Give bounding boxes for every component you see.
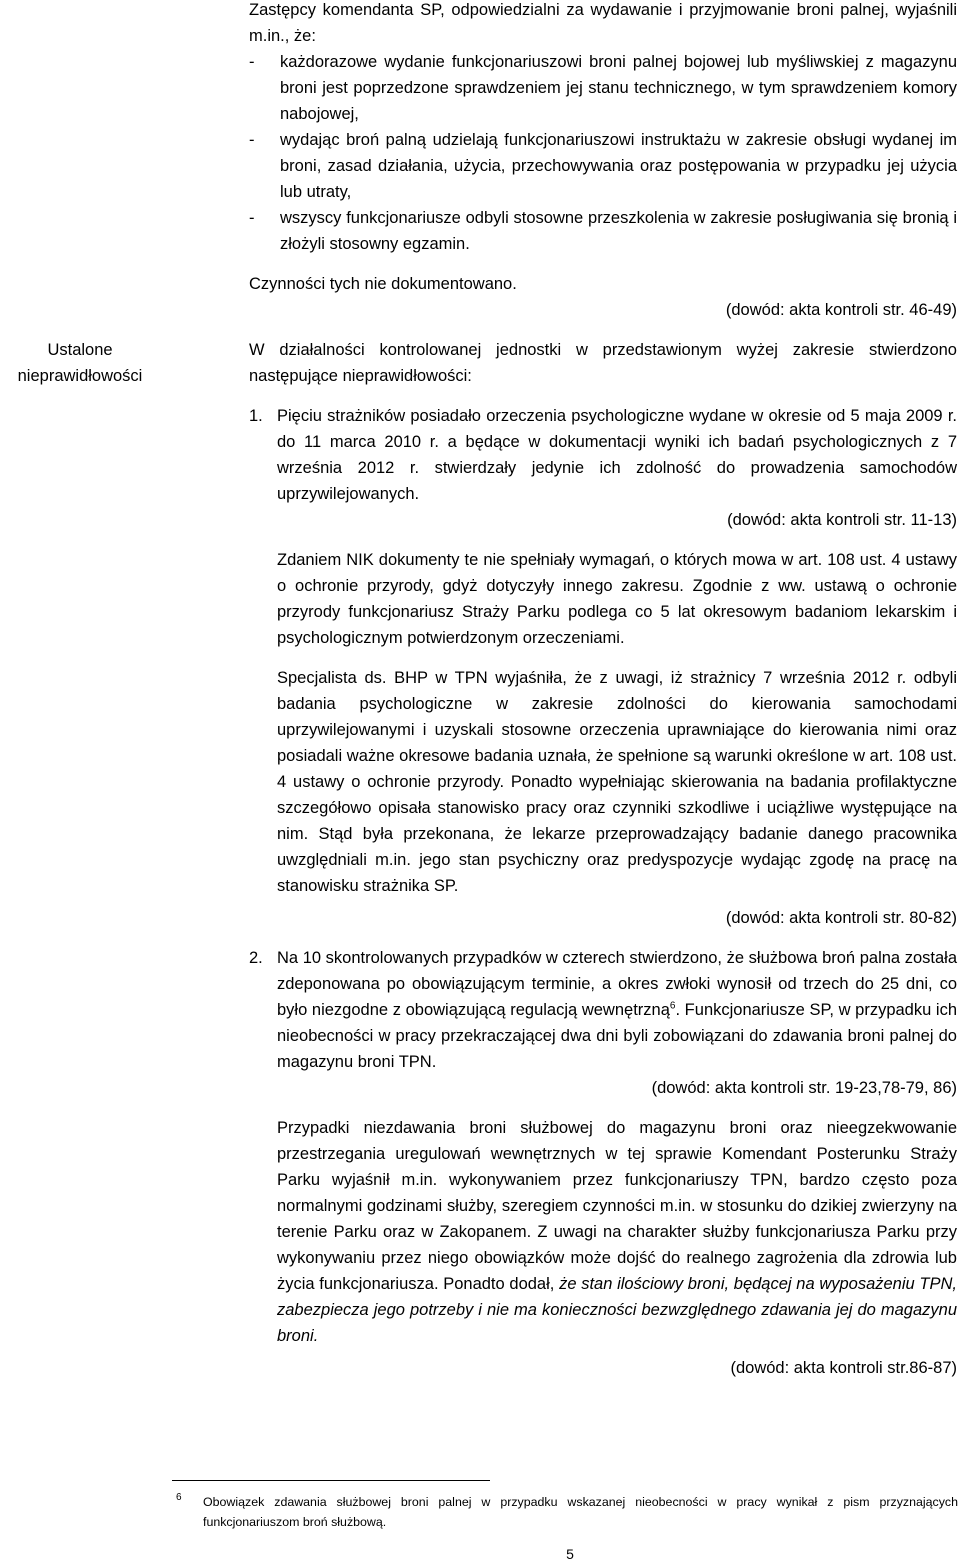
side-label-irregularities: Ustalone nieprawidłowości (17, 341, 143, 385)
intro-paragraph: Zastępcy komendanta SP, odpowiedzialni za wydawanie i przyjmowanie broni palnej, wyjaśnili m.in., że: (249, 1, 957, 45)
finding-text: Pięciu strażników posiadało orzeczenia psychologiczne wydane w okresie od 5 maja 2009 r. do 11 marca 2010 r. a będące w dokumentacji wyniki ich badań psychologicznych z 7 września 2012 r. stwierdzały jedynie ich zdolność do prowadzenia samochodów uprzywilejowanych. (277, 407, 957, 503)
footnote-text: Obowiązek zdawania służbowej broni palnej w przypadku wskazanej nieobecności w pracy wynikał z pism przyznających funkcjonariuszom broń służbową. (203, 1495, 958, 1529)
dash-item (249, 49, 957, 127)
explanation-text: Przypadki niezdawania broni służbowej do magazynu broni oraz nieegzekwowanie przestrzegania uregulowań wewnętrznych w tej sprawie Komendant Posterunku Straży Parku wyjaśnił m.in. wykonywaniem przez funkcjonariuszy TPN, bardzo często poza normalnymi godzinami służby, szeregiem czynności m.in. w stosunku do dzikiej zwierzyny na terenie Parku oraz w Zakopanem. Z uwagi na charakter służby funkcjonariusza Parku przy wykonywaniu przez niego obowiązków może dojść do realnego zagrożenia dla zdrowia lub życia funkcjonariusza. Ponadto dodał, (277, 1119, 957, 1293)
dash-item (249, 205, 957, 257)
finding-text-part: . Funkcjonariusze SP, w przypadku ich nieobecności w pracy przekraczającej dwa dni byli zobowiązani do zdawania broni palnej do magazynu broni TPN. (277, 1001, 958, 1071)
evidence-reference: (dowód: akta kontroli str. 11-13) (727, 511, 957, 529)
page-number: 5 (566, 1546, 574, 1562)
bhp-explanation: Specjalista ds. BHP w TPN wyjaśniła, że z uwagi, iż strażnicy 7 września 2012 r. odbyli badania psychologiczne w zakresie zdolności do kierowania samochodami uprzywilejowanymi i uzyskali stosowne orzeczenia uprawniające do kierowania nimi oraz posiadali ważne okresowe badania uznała, że spełnione są warunki określone w art. 108 ust. 4 ustawy o ochronie przyrody. Ponadto wypełniając skierowania na badania profilaktyczne szczegółowo opisała stanowisko pracy oraz czynniki szkodliwe i uciążliwe występujące na nim. Stąd była przekonana, że lekarze przeprowadzający badanie danego pracownika uwzględniali m.in. jego stan psychiczny oraz predyspozycje wydając zgodę na pracę na stanowisku strażnika SP. (277, 669, 957, 895)
commander-quote: że stan ilościowy broni, będącej na wyposażeniu TPN, zabezpiecza jego potrzeby i nie ma konieczności bezwzględnego zdawania jej do magazynu broni. (277, 1275, 957, 1345)
finding-item-1 (249, 403, 957, 931)
footnote-number: 6 (176, 1492, 182, 1503)
not-documented-note: Czynności tych nie dokumentowano. (249, 275, 517, 293)
dash-item-text: wszyscy funkcjonariusze odbyli stosowne przeszkolenia w zakresie posługiwania się bronią i złożyli stosowny egzamin. (280, 209, 957, 253)
finding-text-part: Na 10 skontrolowanych przypadków w czterech stwierdzono, że służbowa broń palna została zdeponowana po obowiązującym terminie, a okres zwłoki wynosił od trzech do 25 dni, co było niezgodne z obowiązującą regulacją wewnętrzną (277, 949, 957, 1019)
commander-explanation (277, 1115, 957, 1349)
finding-item-2 (249, 945, 957, 1381)
dash-bullet: - (249, 53, 255, 71)
evidence-reference: (dowód: akta kontroli str. 19-23,78-79, 86) (651, 1079, 957, 1097)
nik-opinion: Zdaniem NIK dokumenty te nie spełniały wymagań, o których mowa w art. 108 ust. 4 ustawy o ochronie przyrody, gdyż dotyczyły innego zakresu. Zgodnie z ww. ustawą o ochronie przyrody funkcjonariusz Straży Parku podlega co 5 lat okresowym badaniom lekarskim i psychologicznym potwierdzonym orzeczeniami. (277, 551, 957, 647)
dash-bullet: - (249, 131, 255, 149)
evidence-reference: (dowód: akta kontroli str.86-87) (730, 1359, 957, 1377)
dash-item (249, 127, 957, 205)
dash-bullet: - (249, 209, 255, 227)
dash-item-text: każdorazowe wydanie funkcjonariuszowi broni palnej bojowej lub myśliwskiej z magazynu broni jest poprzedzone sprawdzeniem jej stanu technicznego, w tym sprawdzeniem komory nabojowej, (280, 53, 957, 123)
evidence-reference: (dowód: akta kontroli str. 80-82) (725, 909, 957, 927)
finding-number: 2. (249, 949, 263, 967)
footnote-reference[interactable]: 6 (669, 1000, 676, 1012)
findings-intro: W działalności kontrolowanej jednostki w przedstawionym wyżej zakresie stwierdzono następujące nieprawidłowości: (249, 341, 957, 385)
footnote-separator (172, 1480, 490, 1481)
dash-item-text: wydając broń palną udzielają funkcjonariuszowi instruktażu w zakresie obsługi wydanej im broni, zasad działania, użycia, przechowywania oraz postępowania w przypadku jej użycia lub utraty, (280, 131, 957, 201)
finding-number: 1. (249, 407, 263, 425)
evidence-reference: (dowód: akta kontroli str. 46-49) (725, 301, 957, 319)
main-text-column (249, 0, 957, 1381)
finding-text (277, 945, 957, 1075)
footnote (172, 1492, 958, 1532)
